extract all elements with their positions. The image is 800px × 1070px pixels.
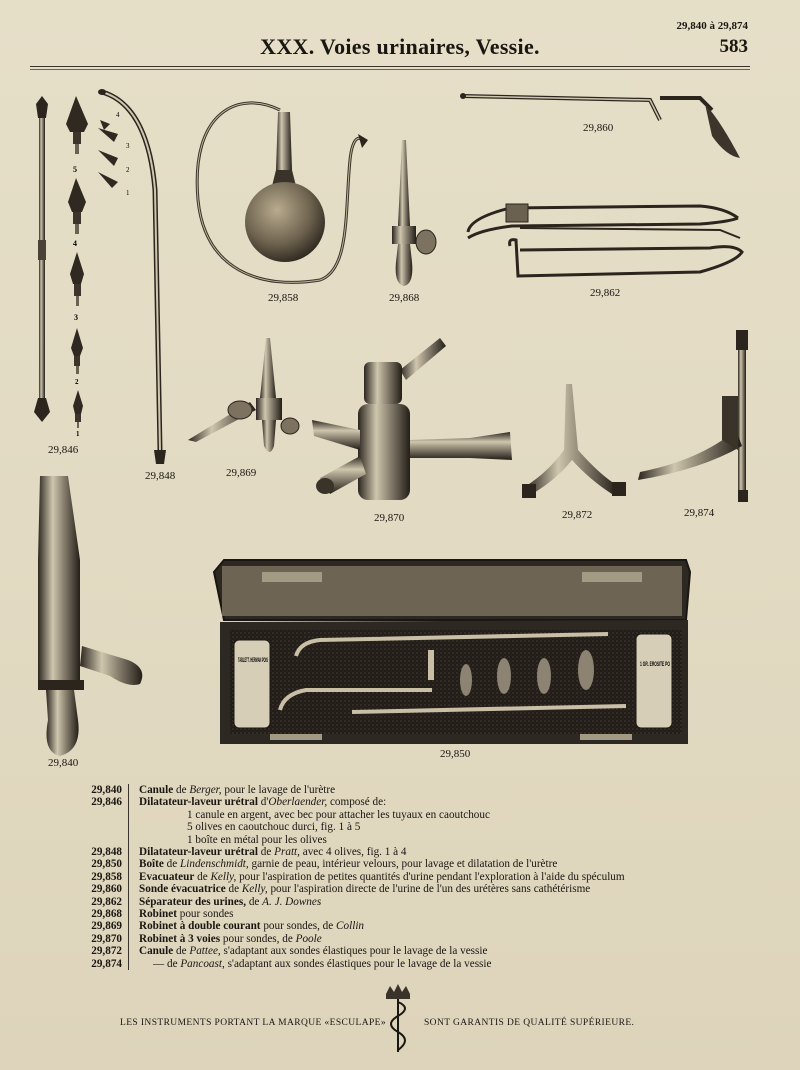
dilator-29848	[98, 89, 166, 464]
item-description: avec 4 olives, fig. 1 à 4	[299, 846, 407, 859]
item-number: 29,846	[88, 796, 129, 808]
dilator-29846	[34, 96, 50, 422]
list-item	[88, 821, 728, 833]
list-item	[88, 945, 728, 957]
item-description: garnie de peau, intérieur velours, pour lavage et dilatation de l'urètre	[248, 858, 558, 871]
item-name: Boîte	[139, 858, 164, 871]
tip-number-3: 3	[126, 142, 130, 150]
item-number	[88, 821, 129, 833]
caption-29846: 29,846	[48, 444, 79, 456]
item-number: 29,870	[88, 933, 129, 945]
item-number	[88, 809, 129, 821]
item-name: Dilatateur-laveur urétral	[139, 796, 258, 809]
list-item	[88, 933, 728, 945]
list-item	[88, 896, 728, 908]
item-text: d'	[258, 796, 269, 809]
instrument-box-29850	[214, 560, 690, 744]
item-description: s'adaptant aux sondes élastiques pour le lavage de la vessie	[224, 957, 492, 970]
tip-number-1: 1	[126, 189, 130, 197]
canula-29872	[522, 384, 626, 498]
item-text: 1 canule en argent, avec bec pour attacher les tuyaux en caoutchouc	[187, 808, 490, 821]
box-bottle-label-left: TABLETT. HERMAN POIS	[238, 657, 269, 664]
item-number: 29,874	[88, 958, 129, 970]
separator-29862	[468, 204, 742, 276]
footer-left-text: LES INSTRUMENTS PORTANT LA MARQUE «ESCULAPE»	[120, 1018, 387, 1028]
item-text: de	[173, 945, 190, 958]
item-author: A. J. Downes	[262, 895, 322, 908]
item-text: pour sondes, de	[260, 920, 337, 933]
item-text: de	[173, 784, 190, 796]
item-author: Berger,	[189, 784, 222, 796]
item-author: Pancoast,	[180, 957, 225, 970]
caption-29840: 29,840	[48, 757, 79, 769]
list-item	[88, 809, 728, 821]
item-name: Dilatateur-laveur urétral	[139, 846, 258, 859]
list-item	[88, 784, 728, 796]
stopcock-29870	[312, 338, 512, 500]
item-author: Kelly,	[241, 883, 268, 896]
caduceus-crown-icon	[386, 984, 410, 1052]
item-text: de	[225, 883, 242, 896]
item-name: Séparateur des urines,	[139, 895, 247, 908]
item-dash: —	[153, 957, 165, 970]
item-author: Oberlaender,	[268, 796, 328, 809]
page-title: XXX. Voies urinaires, Vessie.	[260, 34, 540, 59]
caption-29848: 29,848	[145, 470, 176, 482]
list-item	[88, 920, 728, 932]
item-name: Robinet	[139, 908, 177, 921]
item-number: 29,872	[88, 945, 129, 957]
caption-29870: 29,870	[374, 512, 405, 524]
olive-number-5: 5	[73, 165, 77, 174]
item-name: Evacuateur	[139, 870, 195, 883]
item-number	[88, 834, 129, 846]
tip-number-2: 2	[126, 166, 130, 174]
olive-number-4: 4	[73, 239, 77, 248]
item-number: 29,840	[88, 784, 129, 796]
caption-29868: 29,868	[389, 292, 420, 304]
item-author: Kelly,	[210, 870, 237, 883]
item-author: Poole	[295, 932, 322, 945]
item-number: 29,868	[88, 908, 129, 920]
item-number: 29,860	[88, 883, 129, 895]
item-number: 29,858	[88, 871, 129, 883]
caption-29860: 29,860	[583, 122, 614, 134]
item-name: Robinet à 3 voies	[139, 932, 221, 945]
item-number: 29,862	[88, 896, 129, 908]
item-list	[88, 784, 728, 970]
item-number: 29,869	[88, 920, 129, 932]
item-text: pour sondes	[176, 908, 234, 921]
item-description: pour l'aspiration directe de l'urine de l'un des urétères sans cathétérisme	[267, 883, 591, 896]
item-description: pour le lavage de l'urètre	[221, 784, 336, 796]
list-item	[88, 908, 728, 920]
item-text: de	[246, 895, 263, 908]
item-text: de	[164, 957, 181, 970]
item-text: de	[194, 870, 211, 883]
item-text: de	[258, 846, 275, 859]
item-author: Lindenschmidt,	[180, 858, 249, 871]
page-number: 583	[719, 36, 748, 57]
item-name: Robinet à double courant	[139, 920, 261, 933]
stopcock-29869	[188, 338, 299, 452]
item-author: Collin	[336, 920, 365, 933]
canula-29874	[638, 330, 748, 502]
item-name: Canule	[139, 784, 174, 796]
list-item	[88, 834, 728, 846]
canula-29840	[38, 476, 142, 756]
olive-number-1: 1	[76, 430, 80, 438]
item-text: 5 olives en caoutchouc durci, fig. 1 à 5	[187, 821, 361, 834]
caption-29869: 29,869	[226, 467, 257, 479]
item-description: pour l'aspiration de petites quantités d'urine pendant l'exploration à l'aide du spéculum	[236, 870, 625, 883]
list-item	[88, 796, 728, 808]
item-author: Pratt,	[274, 846, 300, 859]
item-number: 29,848	[88, 846, 129, 858]
list-item	[88, 858, 728, 870]
caption-29872: 29,872	[562, 509, 593, 521]
tip-number-4: 4	[116, 111, 120, 119]
caption-29850: 29,850	[440, 748, 471, 760]
item-text: pour sondes, de	[220, 932, 296, 945]
list-item	[88, 871, 728, 883]
item-description: composé de:	[327, 796, 387, 809]
figure-range: 29,840 à 29,874	[676, 20, 748, 32]
item-description: s'adaptant aux sondes élastiques pour le lavage de la vessie	[220, 945, 488, 958]
olive-number-3: 3	[74, 313, 78, 322]
olive-number-2: 2	[75, 378, 79, 386]
caption-29862: 29,862	[590, 287, 621, 299]
list-item	[88, 883, 728, 895]
list-item	[88, 958, 728, 970]
item-name: Sonde évacuatrice	[139, 883, 226, 896]
box-bottle-label-right: 1 GR. EROSITE PO	[640, 661, 670, 668]
footer-right-text: SONT GARANTIS DE QUALITÉ SUPÉRIEURE.	[424, 1018, 635, 1028]
evacuator-29858	[197, 103, 368, 283]
item-name: Canule	[139, 945, 174, 958]
item-text: de	[163, 858, 181, 871]
item-text: 1 boîte en métal pour les olives	[187, 833, 327, 846]
stopcock-29868	[392, 140, 436, 286]
item-number: 29,850	[88, 858, 129, 870]
caption-29874: 29,874	[684, 507, 715, 519]
caption-29858: 29,858	[268, 292, 299, 304]
list-item	[88, 846, 728, 858]
item-author: Pattee,	[189, 945, 221, 958]
